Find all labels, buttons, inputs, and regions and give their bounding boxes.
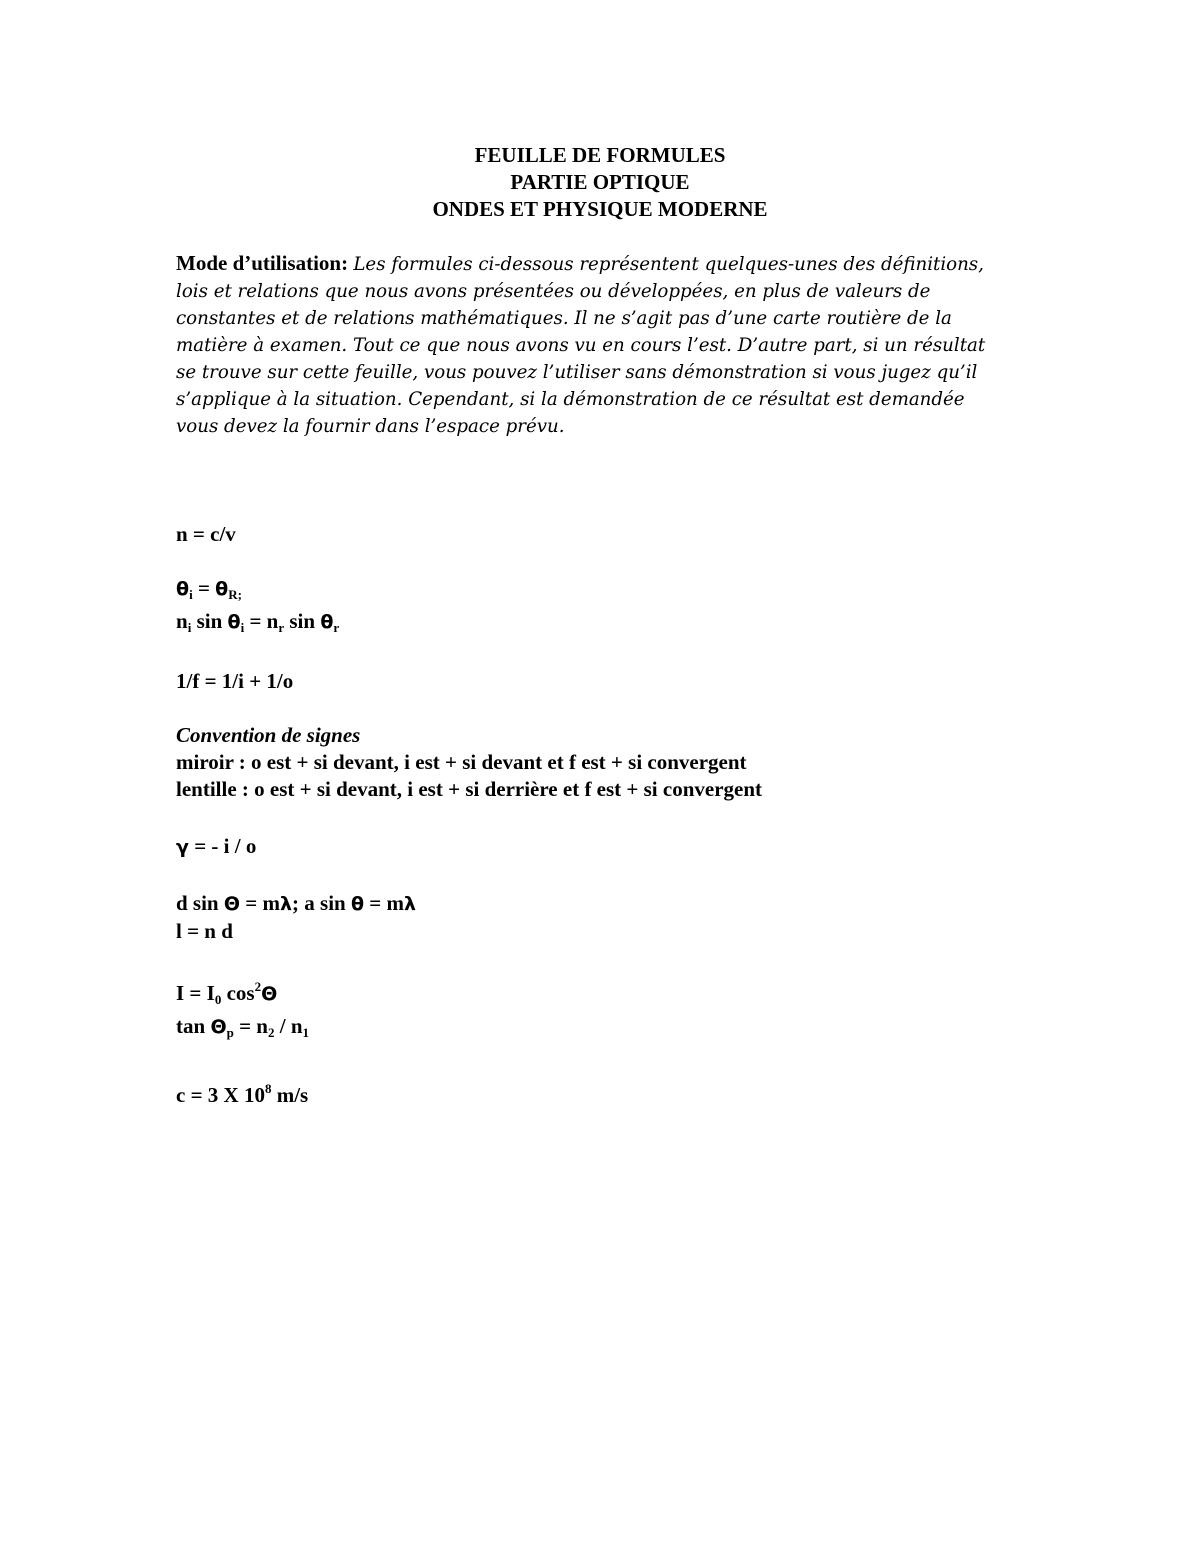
formula-diffraction	[176, 890, 1076, 918]
formula-malus-law	[176, 973, 1076, 1013]
formula-magnification	[176, 833, 1076, 861]
subscript-2: 2	[267, 1025, 275, 1040]
diffraction-part-4: = m	[364, 891, 404, 915]
theta-symbol: θ	[215, 578, 229, 600]
diffraction-part-3: ; a sin	[292, 891, 351, 915]
brewster-part-1: tan	[176, 1014, 211, 1038]
theta-symbol: θ	[227, 611, 241, 633]
sin-text: sin	[191, 609, 228, 633]
malus-part-1: I = I	[176, 981, 215, 1005]
n-symbol: n	[176, 609, 188, 633]
title-line-2: PARTIE OPTIQUE	[510, 170, 690, 194]
subscript-i: i	[187, 620, 192, 635]
gamma-symbol: γ	[176, 836, 189, 858]
brewster-part-3: / n	[274, 1014, 303, 1038]
subscript-r: r	[278, 620, 285, 635]
formula-list	[176, 521, 1076, 1109]
light-speed-part-1: c = 3 X 10	[176, 1083, 265, 1107]
theta-symbol: θ	[350, 893, 365, 915]
diffraction-part-2: = m	[240, 891, 280, 915]
document-title	[0, 142, 1200, 223]
capital-theta-symbol: Θ	[210, 1016, 227, 1038]
magnification-rest: = - i / o	[188, 834, 257, 858]
subscript-i: i	[189, 587, 193, 602]
superscript-2: 2	[254, 979, 262, 994]
sign-convention-lens: lentille : o est + si devant, i est + si derrière et f est + si convergent	[176, 777, 763, 801]
usage-instructions	[176, 250, 1026, 440]
instructions-colon: :	[341, 251, 354, 275]
subscript-i: i	[240, 620, 245, 635]
instructions-line-4: matière à examen. Tout ce que nous avons vu en cours l’est. D’autre part, si un résultat	[176, 335, 986, 356]
instructions-line-3: constantes et de relations mathématiques. Il ne s’agit pas d’une carte routière de la	[176, 308, 952, 329]
instructions-line-2: lois et relations que nous avons présentées ou développées, en plus de valeurs de	[176, 281, 931, 302]
title-line-1: FEUILLE DE FORMULES	[474, 143, 726, 167]
lambda-symbol: λ	[404, 893, 417, 915]
capital-theta-symbol: Θ	[261, 983, 278, 1005]
formula-thin-lens: 1/f = 1/i + 1/o	[176, 669, 294, 693]
formula-brewster-angle	[176, 1013, 1076, 1046]
brewster-part-2: = n	[233, 1014, 268, 1038]
theta-symbol: θ	[176, 578, 190, 600]
subscript-0: 0	[214, 992, 222, 1007]
formula-snell-law	[176, 608, 1076, 641]
formula-optical-path: l = n d	[176, 919, 233, 943]
instructions-line-5: se trouve sur cette feuille, vous pouvez l’utiliser sans démonstration si vous jugez qu’il	[176, 362, 978, 383]
subscript-r: R;	[228, 587, 242, 602]
subscript-p: p	[226, 1025, 234, 1040]
superscript-8: 8	[264, 1081, 272, 1096]
sin-text: sin	[284, 609, 321, 633]
title-line-3: ONDES ET PHYSIQUE MODERNE	[432, 197, 768, 221]
theta-symbol: θ	[320, 611, 334, 633]
equals-n-text: = n	[244, 609, 279, 633]
equals-sign: =	[192, 576, 216, 600]
sign-convention-mirror: miroir : o est + si devant, i est + si devant et f est + si convergent	[176, 750, 747, 774]
instructions-line-7: vous devez la fournir dans l’espace prévu.	[176, 416, 565, 437]
capital-theta-symbol: Θ	[223, 893, 241, 915]
sign-convention-title: Convention de signes	[176, 723, 361, 747]
instructions-line-1: Les formules ci-dessous représentent quelques-unes des définitions,	[353, 254, 984, 275]
formula-speed-of-light	[176, 1075, 1076, 1109]
diffraction-part-1: d sin	[176, 891, 224, 915]
formula-refractive-index: n = c/v	[176, 522, 236, 546]
malus-part-2: cos	[221, 981, 255, 1005]
lambda-symbol: λ	[280, 893, 293, 915]
instructions-line-6: s’applique à la situation. Cependant, si la démonstration de ce résultat est demandée	[176, 389, 965, 410]
subscript-r: r	[333, 620, 340, 635]
instructions-label: Mode d’utilisation	[176, 251, 342, 275]
light-speed-part-2: m/s	[271, 1083, 309, 1107]
subscript-1: 1	[302, 1025, 309, 1040]
formula-reflection-law	[176, 575, 1076, 608]
